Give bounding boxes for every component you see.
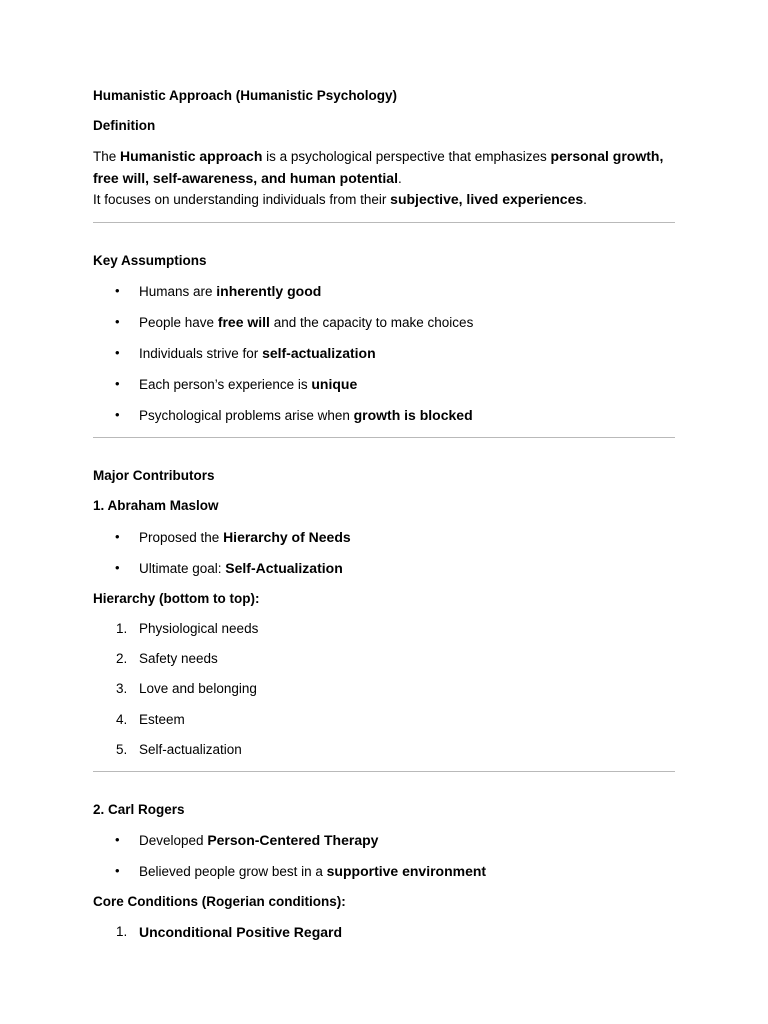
list-item-text: Love and belonging [139, 681, 257, 697]
list-number: 3. [116, 681, 128, 697]
list-item-text: Humans are [139, 283, 217, 299]
rogers-heading: 2. Carl Rogers [93, 801, 185, 817]
list-item-text: People have [139, 314, 218, 330]
list-item-text: Safety needs [139, 651, 218, 667]
list-item-bold: Person-Centered Therapy [207, 831, 379, 848]
section-divider [93, 437, 675, 438]
key-assumptions-heading: Key Assumptions [93, 252, 207, 268]
maslow-heading: 1. Abraham Maslow [93, 498, 219, 514]
definition-bold-term: subjective, lived experiences [390, 191, 584, 207]
list-item-bold: self-actualization [262, 345, 376, 362]
definition-text: . [397, 170, 402, 186]
bullet-icon: • [115, 313, 120, 329]
list-item [93, 527, 675, 548]
definition-text: . [583, 192, 587, 207]
list-item [93, 312, 675, 333]
list-item [93, 649, 675, 669]
major-contributors-heading: Major Contributors [93, 468, 215, 484]
rogers-list [93, 830, 675, 882]
section-divider [93, 222, 675, 223]
hierarchy-heading: Hierarchy (bottom to top): [93, 590, 260, 606]
bullet-icon: • [115, 345, 120, 361]
list-item [93, 374, 675, 395]
list-item-bold: unique [311, 376, 358, 393]
list-item-text: Psychological problems arise when [139, 408, 354, 424]
list-item-bold: Unconditional Positive Regard [139, 924, 343, 941]
list-item [93, 830, 675, 851]
definition-text: is a psychological perspective that emphasizes [262, 149, 551, 164]
key-assumptions-list [93, 281, 675, 427]
definition-text: It focuses on understanding individuals from their [93, 192, 391, 207]
list-item [93, 740, 675, 760]
core-conditions-list [93, 922, 675, 943]
list-item [93, 679, 675, 699]
list-item-text: Individuals strive for [139, 346, 263, 362]
definition-heading: Definition [93, 118, 156, 133]
list-item [93, 558, 675, 579]
list-item [93, 922, 675, 943]
list-item [93, 343, 675, 364]
list-item-bold: free will [217, 313, 270, 330]
bullet-icon: • [115, 282, 120, 298]
list-item-bold: Self-Actualization [225, 559, 343, 576]
list-item-text: Esteem [139, 711, 185, 727]
bullet-icon: • [115, 831, 120, 847]
list-item-text: Ultimate goal: [139, 560, 226, 576]
list-item-text: and the capacity to make choices [269, 314, 474, 330]
document-title: Humanistic Approach (Humanistic Psychology) [93, 88, 398, 103]
list-item-text: Developed [139, 832, 208, 848]
list-number: 1. [116, 621, 128, 636]
list-item-text: Physiological needs [139, 621, 259, 636]
definition-paragraph [93, 146, 675, 211]
list-item-bold: supportive environment [326, 863, 487, 880]
list-item-bold: inherently good [216, 282, 322, 299]
list-item-text: Self-actualization [139, 741, 242, 757]
list-item-text: Believed people grow best in a [139, 864, 327, 880]
maslow-list [93, 527, 675, 579]
bullet-icon: • [115, 528, 120, 544]
list-item-bold: growth is blocked [353, 407, 473, 424]
list-item [93, 281, 675, 302]
definition-bold-term: personal growth, [550, 148, 664, 164]
section-divider [93, 771, 675, 772]
hierarchy-list [93, 619, 675, 760]
list-number: 2. [116, 651, 128, 667]
bullet-icon: • [115, 559, 120, 575]
bullet-icon: • [115, 376, 120, 392]
definition-text: The [93, 149, 121, 164]
list-item [93, 710, 675, 730]
definition-bold-term: free will, self-awareness, and human potential [93, 169, 398, 186]
list-item [93, 861, 675, 882]
list-item-text: Each person’s experience is [139, 377, 312, 393]
definition-bold-term: Humanistic approach [120, 148, 263, 164]
list-number: 4. [116, 711, 128, 727]
document-page [93, 86, 675, 943]
bullet-icon: • [115, 407, 120, 423]
bullet-icon: • [115, 863, 120, 879]
list-item [93, 405, 675, 426]
list-number: 1. [116, 924, 128, 940]
list-item-bold: Hierarchy of Needs [223, 528, 351, 545]
list-item [93, 619, 675, 639]
list-number: 5. [116, 741, 128, 757]
list-item-text: Proposed the [139, 529, 224, 545]
core-conditions-heading: Core Conditions (Rogerian conditions): [93, 894, 346, 910]
